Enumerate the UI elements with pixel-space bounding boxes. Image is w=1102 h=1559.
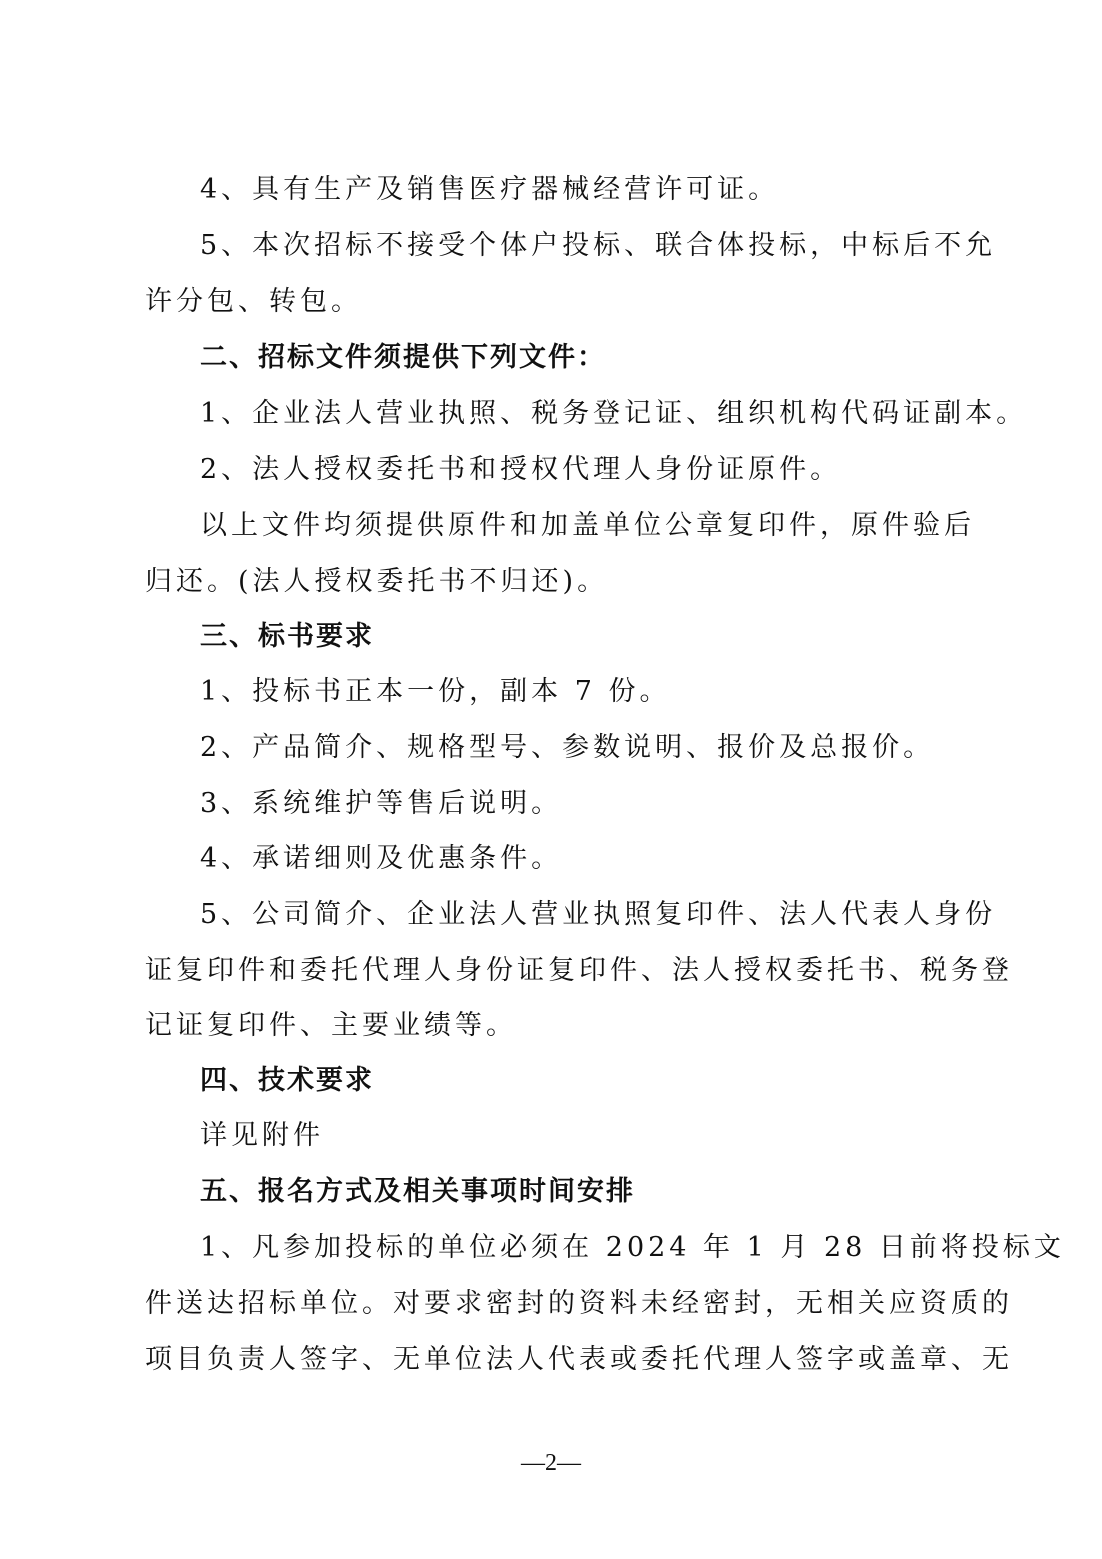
document-item-2: 2、法人授权委托书和授权代理人身份证原件。: [200, 454, 842, 485]
document-note: 以上文件均须提供原件和加盖单位公章复印件，原件验后: [200, 510, 975, 541]
registration-item-1-cont-2: 项目负责人签字、无单位法人代表或委托代理人签字或盖章、无: [145, 1344, 1013, 1375]
qualification-item-5-cont: 许分包、转包。: [145, 286, 362, 317]
bid-item-5-cont-1: 证复印件和委托代理人身份证复印件、法人授权委托书、税务登: [145, 955, 1013, 986]
bid-item-5-cont-2: 记证复印件、主要业绩等。: [145, 1010, 517, 1041]
bid-item-1: 1、投标书正本一份，副本 7 份。: [200, 676, 671, 707]
registration-item-1-cont-1: 件送达招标单位。对要求密封的资料未经密封，无相关应资质的: [145, 1288, 1013, 1319]
section-heading-5: 五、报名方式及相关事项时间安排: [200, 1176, 635, 1207]
page-number: —2—: [521, 1450, 581, 1476]
section-heading-3: 三、标书要求: [200, 621, 374, 652]
bid-item-5: 5、公司简介、企业法人营业执照复印件、法人代表人身份: [200, 899, 997, 930]
document-note-cont: 归还。(法人授权委托书不归还)。: [145, 566, 609, 597]
qualification-item-5: 5、本次招标不接受个体户投标、联合体投标，中标后不允: [200, 230, 997, 261]
document-item-1: 1、企业法人营业执照、税务登记证、组织机构代码证副本。: [200, 398, 1028, 429]
section-heading-4: 四、技术要求: [200, 1065, 374, 1096]
registration-item-1: 1、凡参加投标的单位必须在 2024 年 1 月 28 日前将投标文: [200, 1232, 1065, 1263]
bid-item-3: 3、系统维护等售后说明。: [200, 788, 563, 819]
bid-item-4: 4、承诺细则及优惠条件。: [200, 843, 563, 874]
qualification-item-4: 4、具有生产及销售医疗器械经营许可证。: [200, 174, 780, 205]
section-heading-2: 二、招标文件须提供下列文件：: [200, 342, 606, 373]
bid-item-2: 2、产品简介、规格型号、参数说明、报价及总报价。: [200, 732, 935, 763]
tech-requirements-text: 详见附件: [200, 1120, 324, 1151]
